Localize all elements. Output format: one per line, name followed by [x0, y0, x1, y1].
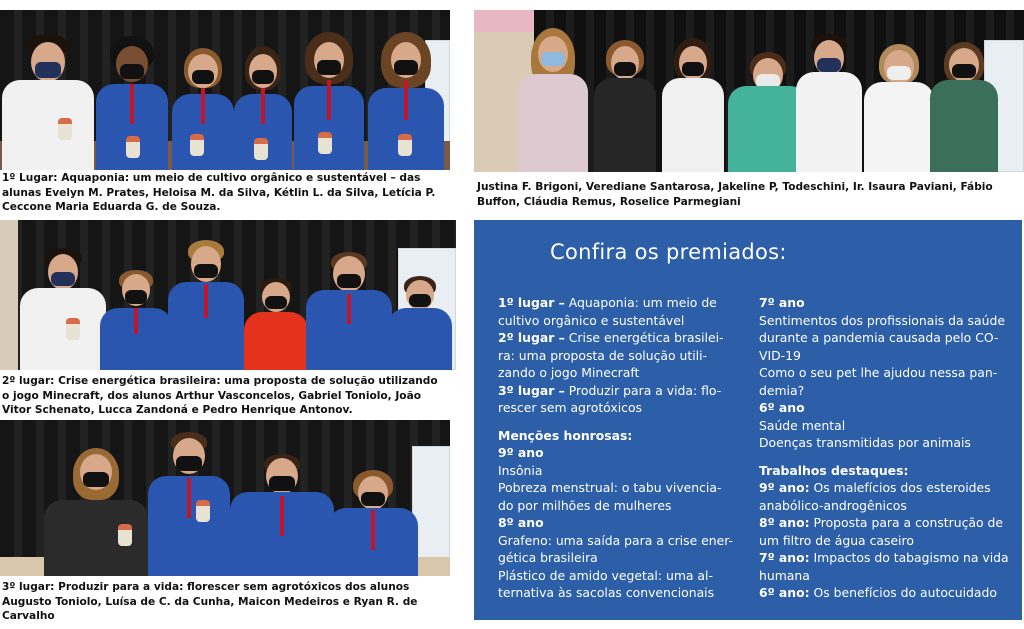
featured-text: Proposta para a construção de — [809, 515, 1003, 530]
caption-third-place — [2, 580, 452, 624]
featured-text: Os benefícios do autocuidado — [809, 585, 997, 600]
grade-heading — [759, 294, 1019, 312]
featured-item — [759, 479, 1019, 497]
winners-box-title: Confira os premiados: — [550, 240, 787, 264]
featured-label: 7º ano: — [759, 550, 810, 565]
featured-text: um filtro de água caseiro — [759, 532, 914, 548]
caption-line: Justina F. Brigoni, Verediane Santarosa, Jakeline P, Todeschini, Ir. Isaura Paviani, Fábio — [477, 181, 993, 193]
featured-item — [759, 584, 1019, 602]
caption-line: Carvalho — [2, 610, 55, 623]
winners-left-column — [498, 294, 748, 602]
prize-third-line — [498, 382, 748, 400]
prize-text: Aquaponia: um meio de — [564, 295, 717, 310]
caption-line: alunas Evelyn M. Prates, Heloisa M. da Silva, Kétlin L. da Silva, Letícia P. — [2, 186, 436, 199]
caption-line: o jogo Minecraft, dos alunos Arthur Vasconcelos, Gabriel Toniolo, João — [2, 389, 422, 402]
mention-item: gética brasileira — [498, 550, 598, 565]
featured-item — [759, 514, 1019, 532]
featured-item — [759, 549, 1019, 567]
prize-text: ra: uma proposta de solução utili- — [498, 347, 708, 363]
caption-officials — [477, 180, 1022, 209]
prize-second-line — [498, 329, 748, 347]
mention-item: ternativa às sacolas convencionais — [498, 585, 715, 600]
mention-item: Como o seu pet lhe ajudou nessa pan- — [759, 365, 998, 380]
grade-heading — [759, 399, 1019, 417]
featured-label: 8º ano: — [759, 515, 810, 530]
winners-right-column — [759, 294, 1019, 602]
photo-second-place — [0, 220, 456, 370]
mention-item: demia? — [759, 382, 805, 398]
mention-item: Grafeno: uma saída para a crise ener- — [498, 532, 734, 548]
prize-text: rescer sem agrotóxicos — [498, 400, 642, 415]
prize-text: Crise energética brasilei- — [564, 330, 724, 345]
prize-label: 1º lugar – — [498, 295, 565, 310]
mentions-heading-text: Menções honrosas: — [498, 427, 633, 443]
grade-heading — [498, 444, 748, 462]
prize-label: 2º lugar – — [498, 330, 565, 345]
caption-line: Augusto Toniolo, Luísa de C. da Cunha, Maicon Medeiros e Ryan R. de — [2, 595, 418, 608]
mention-item: Plástico de amido vegetal: uma al- — [498, 567, 713, 583]
caption-line: 3º lugar: Produzir para a vida: florescer sem agrotóxicos dos alunos — [2, 581, 410, 593]
photo-officials — [474, 10, 1024, 172]
grade-heading — [498, 514, 748, 532]
grade-heading-text: 9º ano — [498, 445, 544, 460]
grade-heading-text: 8º ano — [498, 515, 544, 530]
prize-text: cultivo orgânico e sustentável — [498, 312, 685, 328]
featured-heading-text: Trabalhos destaques: — [759, 462, 909, 478]
mention-item: Sentimentos dos profissionais da saúde — [759, 312, 1005, 328]
featured-text: anabólico-androgênicos — [759, 497, 907, 513]
prize-first-line — [498, 294, 748, 312]
featured-heading — [759, 462, 1019, 480]
caption-line: Buffon, Cláudia Remus, Roselice Parmegiani — [477, 195, 741, 208]
mention-item: Insônia — [498, 462, 543, 478]
mention-item: Pobreza menstrual: o tabu vivencia- — [498, 480, 722, 495]
featured-text: humana — [759, 567, 810, 583]
caption-line: Ceccone Maria Eduarda G. de Souza. — [2, 201, 221, 214]
photo-first-place — [0, 10, 450, 170]
featured-label: 9º ano: — [759, 480, 810, 495]
featured-text: Impactos do tabagismo na vida — [809, 550, 1009, 565]
mention-item: Saúde mental — [759, 417, 846, 433]
caption-first-place — [2, 171, 452, 215]
prize-label: 3º lugar – — [498, 382, 565, 398]
mention-item: durante a pandemia causada pelo CO- — [759, 330, 999, 345]
caption-second-place — [2, 374, 458, 418]
prize-text: zando o jogo Minecraft — [498, 365, 640, 380]
caption-line: 2º lugar: Crise energética brasileira: uma proposta de solução utilizando — [2, 375, 438, 387]
prize-text: Produzir para a vida: flo- — [564, 382, 722, 398]
caption-line: Vitor Schenato, Lucca Zandoná e Pedro Henrique Antonov. — [2, 404, 353, 417]
mention-item: VID-19 — [759, 347, 801, 363]
featured-label: 6º ano: — [759, 585, 810, 600]
mention-item: do por milhões de mulheres — [498, 497, 672, 513]
grade-heading-text: 7º ano — [759, 295, 805, 310]
photo-third-place — [0, 420, 450, 576]
winners-box — [474, 220, 1022, 620]
mentions-heading — [498, 427, 748, 445]
grade-heading-text: 6º ano — [759, 400, 805, 415]
caption-line: 1º Lugar: Aquaponia: um meio de cultivo orgânico e sustentável – das — [2, 172, 421, 184]
featured-text: Os malefícios dos esteroides — [809, 480, 991, 495]
mention-item: Doenças transmitidas por animais — [759, 435, 971, 450]
